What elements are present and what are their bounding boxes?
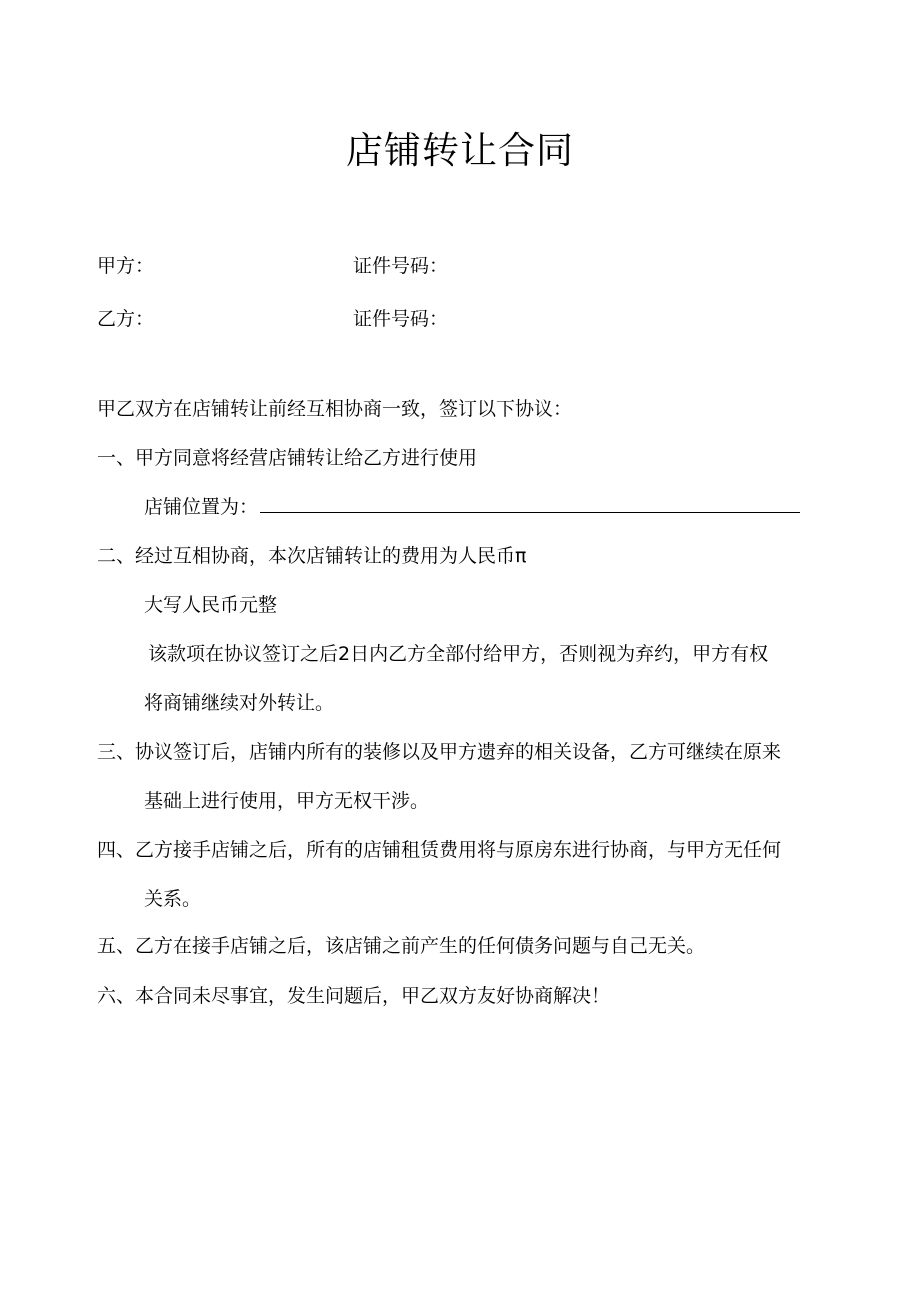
clause-3-line-1: 三、协议签订后，店铺内所有的装修以及甲方遗弃的相关设备，乙方可继续在原来 bbox=[97, 741, 782, 763]
party-b-id-label: 证件号码： bbox=[353, 308, 449, 330]
document-title: 店铺转让合同 bbox=[346, 129, 574, 172]
shop-location-blank bbox=[260, 494, 800, 513]
clause-2-uppercase: 大写人民币元整 bbox=[144, 594, 278, 616]
clause-1-text: 一、甲方同意将经营店铺转让给乙方进行使用 bbox=[97, 447, 478, 469]
party-a-label: 甲方： bbox=[97, 255, 155, 277]
party-b-label: 乙方： bbox=[97, 308, 155, 330]
clause-5-text: 五、乙方在接手店铺之后，该店铺之前产生的任何债务问题与自己无关。 bbox=[97, 935, 706, 957]
clause-2-payment-line-1: 该款项在协议签订之后2日内乙方全部付给甲方，否则视为弃约，甲方有权 bbox=[148, 643, 769, 665]
shop-location-row bbox=[144, 494, 800, 520]
clause-4-line-1: 四、乙方接手店铺之后，所有的店铺租赁费用将与原房东进行协商，与甲方无任何 bbox=[97, 839, 782, 861]
shop-location-label: 店铺位置为： bbox=[144, 496, 259, 518]
clause-4-line-2: 关系。 bbox=[144, 888, 202, 910]
clause-2-payment-line-2: 将商铺继续对外转让。 bbox=[144, 692, 335, 714]
party-a-id-label: 证件号码： bbox=[353, 255, 449, 277]
clause-3-line-2: 基础上进行使用，甲方无权干涉。 bbox=[144, 790, 430, 812]
intro-text: 甲乙双方在店铺转让前经互相协商一致，签订以下协议： bbox=[97, 398, 573, 420]
clause-6-text: 六、本合同未尽事宜，发生问题后，甲乙双方友好协商解决！ bbox=[97, 985, 611, 1007]
clause-2-text: 二、经过互相协商，本次店铺转让的费用为人民币π bbox=[97, 545, 527, 567]
